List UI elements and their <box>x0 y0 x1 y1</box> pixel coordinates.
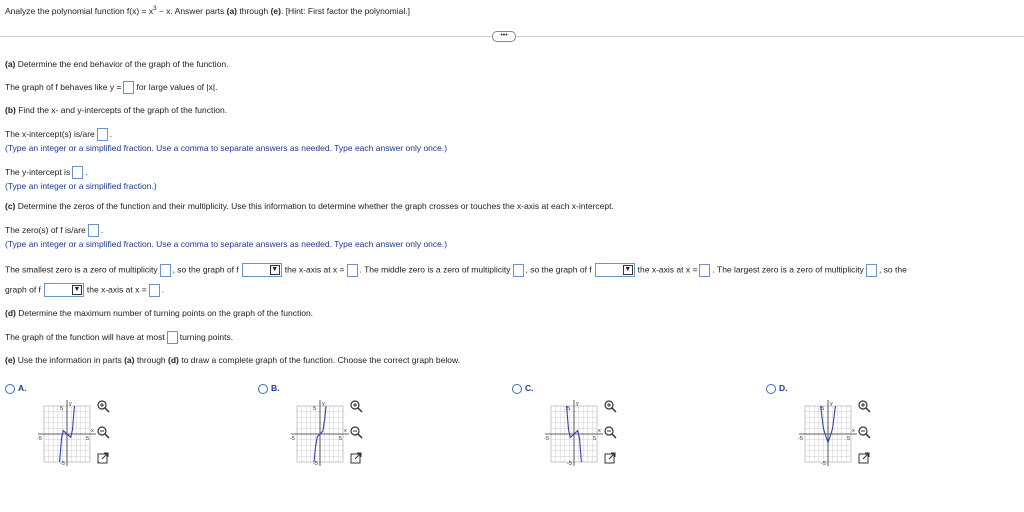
turning-points-line: The graph of the function will have at most turning points. <box>5 331 233 344</box>
option-label: A. <box>18 383 27 393</box>
x-axis-label: x <box>344 428 347 434</box>
y-bottom-tick-label: -5 <box>313 461 318 467</box>
option-a[interactable] <box>5 383 27 394</box>
zoom-in-icon[interactable] <box>96 399 110 413</box>
x-intercept-hint: (Type an integer or a simplified fraction. Use a comma to separate answers as needed. Type each answer only once.) <box>5 143 448 153</box>
zoom-out-icon[interactable] <box>96 425 110 439</box>
part-b-heading: (b) Find the x- and y-intercepts of the graph of the function. <box>5 105 228 115</box>
dropdown-arrow-icon: ▼ <box>271 266 279 273</box>
zeros-line: The zero(s) of f is/are . <box>5 224 103 237</box>
dropdown-arrow-icon: ▼ <box>73 286 81 293</box>
zeros-hint: (Type an integer or a simplified fraction. Use a comma to separate answers as needed. Type each answer only once.) <box>5 239 448 249</box>
radio-button[interactable] <box>258 384 268 394</box>
popout-icon[interactable] <box>857 451 871 465</box>
zoom-in-icon[interactable] <box>349 399 363 413</box>
x-left-tick-label: -5 <box>798 436 803 442</box>
end-behavior-input[interactable] <box>123 81 134 94</box>
exponent: 3 <box>153 6 157 13</box>
answer-graph <box>36 398 98 468</box>
part-e-heading: (e) Use the information in parts (a) through (d) to draw a complete graph of the function. Choose the correct graph below. <box>5 355 461 365</box>
y-axis-label: y <box>830 401 833 407</box>
multiplicity-line: The smallest zero is a zero of multiplicity , so the graph of f ▼ the x-axis at x = . The middle zero is a zero of multiplicity , so the graph of f ▼ the x-axis at x = . The largest zero is a zero of multiplicity , so the <box>5 263 907 277</box>
option-d[interactable] <box>766 383 788 394</box>
x-left-tick-label: -5 <box>37 436 42 442</box>
end-behavior-line: The graph of f behaves like y = for large values of |x|. <box>5 81 217 94</box>
y-bottom-tick-label: -5 <box>567 461 572 467</box>
y-top-tick-label: 5 <box>313 406 317 412</box>
answer-graph <box>289 398 351 468</box>
middle-zero-input[interactable] <box>699 264 710 277</box>
zoom-out-icon[interactable] <box>603 425 617 439</box>
x-right-tick-label: 5 <box>86 436 90 442</box>
x-right-tick-label: 5 <box>339 436 343 442</box>
option-label: D. <box>779 383 788 393</box>
option-label: C. <box>525 383 534 393</box>
zoom-in-icon[interactable] <box>603 399 617 413</box>
zeros-input[interactable] <box>88 224 99 237</box>
option-label: B. <box>271 383 280 393</box>
y-top-tick-label: 5 <box>567 406 571 412</box>
part-a-heading: (a) Determine the end behavior of the graph of the function. <box>5 59 229 69</box>
multiplicity-line-2: graph of f ▼ the x-axis at x = . <box>5 283 164 297</box>
y-top-tick-label: 5 <box>821 406 825 412</box>
y-axis-label: y <box>322 401 325 407</box>
turning-points-input[interactable] <box>167 331 178 344</box>
part-c-heading: (c) Determine the zeros of the function and their multiplicity. Use this information to determine whether the graph crosses or touches the x-axis at each x-intercept. <box>5 201 614 211</box>
largest-multiplicity-input[interactable] <box>866 264 877 277</box>
y-bottom-tick-label: -5 <box>60 461 65 467</box>
x-right-tick-label: 5 <box>593 436 597 442</box>
radio-button[interactable] <box>512 384 522 394</box>
x-axis-label: x <box>91 428 94 434</box>
x-left-tick-label: -5 <box>290 436 295 442</box>
middle-multiplicity-input[interactable] <box>513 264 524 277</box>
x-axis-label: x <box>852 428 855 434</box>
smallest-multiplicity-input[interactable] <box>160 264 171 277</box>
option-c[interactable] <box>512 383 534 394</box>
dropdown-arrow-icon: ▼ <box>624 266 632 273</box>
question-prompt: Analyze the polynomial function $f(x) = x^3 - x$. Answer parts (a) through (e). [Hint: First factor the polynomial.] <box>5 6 410 16</box>
radio-button[interactable] <box>5 384 15 394</box>
smallest-behavior-select[interactable] <box>242 263 282 277</box>
x-intercept-line: The x-intercept(s) is/are . <box>5 128 112 141</box>
x-right-tick-label: 5 <box>847 436 851 442</box>
zoom-out-icon[interactable] <box>349 425 363 439</box>
y-axis-label: y <box>69 401 72 407</box>
popout-icon[interactable] <box>349 451 363 465</box>
popout-icon[interactable] <box>96 451 110 465</box>
y-intercept-line: The y-intercept is . <box>5 166 88 179</box>
option-b[interactable] <box>258 383 280 394</box>
y-intercept-input[interactable] <box>72 166 83 179</box>
largest-behavior-select[interactable] <box>44 283 84 297</box>
y-axis-label: y <box>576 401 579 407</box>
y-top-tick-label: 5 <box>60 406 64 412</box>
radio-button[interactable] <box>766 384 776 394</box>
answer-graph <box>797 398 859 468</box>
part-d-heading: (d) Determine the maximum number of turning points on the graph of the function. <box>5 308 314 318</box>
middle-behavior-select[interactable] <box>595 263 635 277</box>
y-intercept-hint: (Type an integer or a simplified fraction.) <box>5 181 157 191</box>
popout-icon[interactable] <box>603 451 617 465</box>
y-bottom-tick-label: -5 <box>821 461 826 467</box>
answer-graph <box>543 398 605 468</box>
zoom-out-icon[interactable] <box>857 425 871 439</box>
more-button[interactable]: ••• <box>492 31 516 42</box>
x-left-tick-label: -5 <box>544 436 549 442</box>
largest-zero-input[interactable] <box>149 284 160 297</box>
smallest-zero-input[interactable] <box>347 264 358 277</box>
zoom-in-icon[interactable] <box>857 399 871 413</box>
x-axis-label: x <box>598 428 601 434</box>
x-intercept-input[interactable] <box>97 128 108 141</box>
